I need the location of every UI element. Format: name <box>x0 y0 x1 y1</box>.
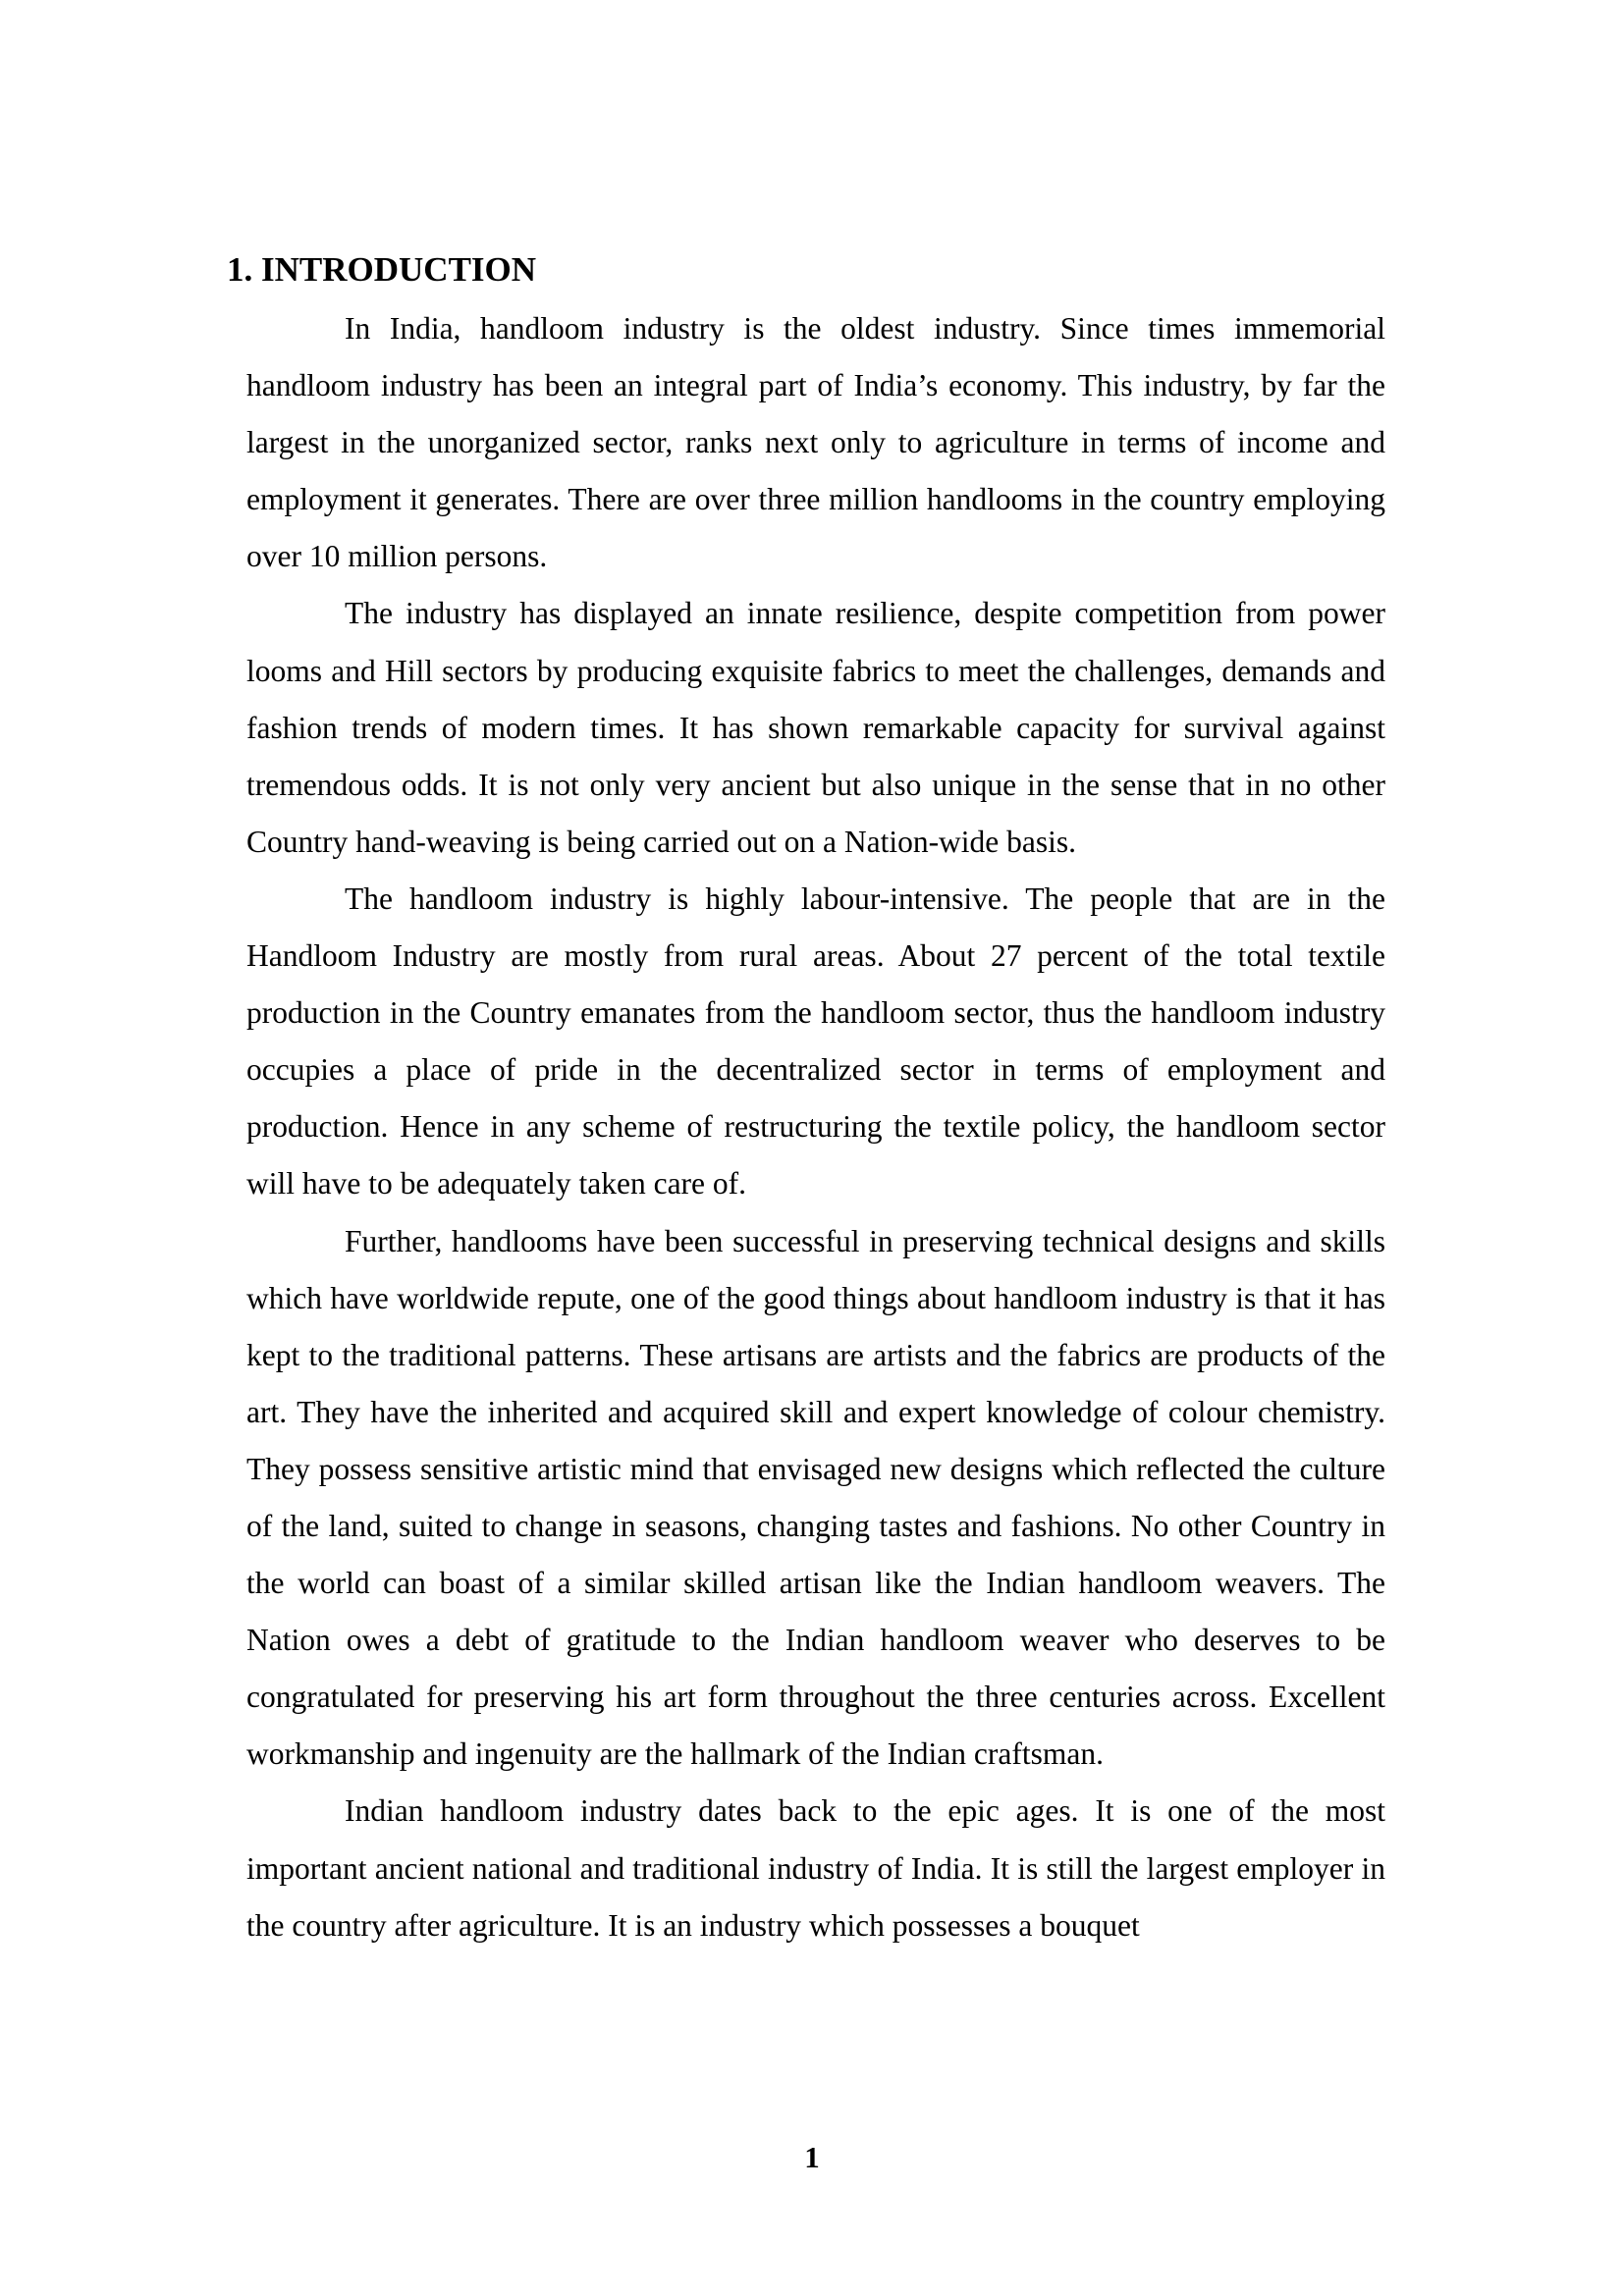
page-number: 1 <box>804 2140 820 2174</box>
section-heading: 1. INTRODUCTION <box>227 250 537 289</box>
body-text <box>246 300 1385 1954</box>
paragraph-2: The industry has displayed an innate resilience, despite competition from power looms and Hill sectors by producing exquisite fabrics to meet the challenges, demands and fashion trends of modern times. It has shown remarkable capacity for survival against tremendous odds. It is not only very ancient but also unique in the sense that in no other Country hand-weaving is being carried out on a Nation-wide basis. <box>246 596 1385 859</box>
paragraph-5: Indian handloom industry dates back to the epic ages. It is one of the most important ancient national and traditional industry of India. It is still the largest employer in the country after agriculture. It is an industry which possesses a bouquet <box>246 1793 1385 1943</box>
paragraph-4: Further, handlooms have been successful in preserving technical designs and skills which have worldwide repute, one of the good things about handloom industry is that it has kept to the traditional patterns. These artisans are artists and the fabrics are products of the art. They have the inherited and acquired skill and expert knowledge of colour chemistry. They possess sensitive artistic mind that envisaged new designs which reflected the culture of the land, suited to change in seasons, changing tastes and fashions. No other Country in the world can boast of a similar skilled artisan like the Indian handloom weavers. The Nation owes a debt of gratitude to the Indian handloom weaver who deserves to be congratulated for preserving his art form throughout the three centuries across. Excellent workmanship and ingenuity are the hallmark of the Indian craftsman. <box>246 1223 1385 1772</box>
paragraph-1: In India, handloom industry is the oldest industry. Since times immemorial handloom industry has been an integral part of India’s economy. This industry, by far the largest in the unorganized sector, ranks next only to agriculture in terms of income and employment it generates. There are over three million handlooms in the country employing over 10 million persons. <box>246 311 1385 574</box>
paragraph-3: The handloom industry is highly labour-intensive. The people that are in the Handloom Industry are mostly from rural areas. About 27 percent of the total textile production in the Country emanates from the handloom sector, thus the handloom industry occupies a place of pride in the decentralized sector in terms of employment and production. Hence in any scheme of restructuring the textile policy, the handloom sector will have to be adequately taken care of. <box>246 881 1385 1201</box>
